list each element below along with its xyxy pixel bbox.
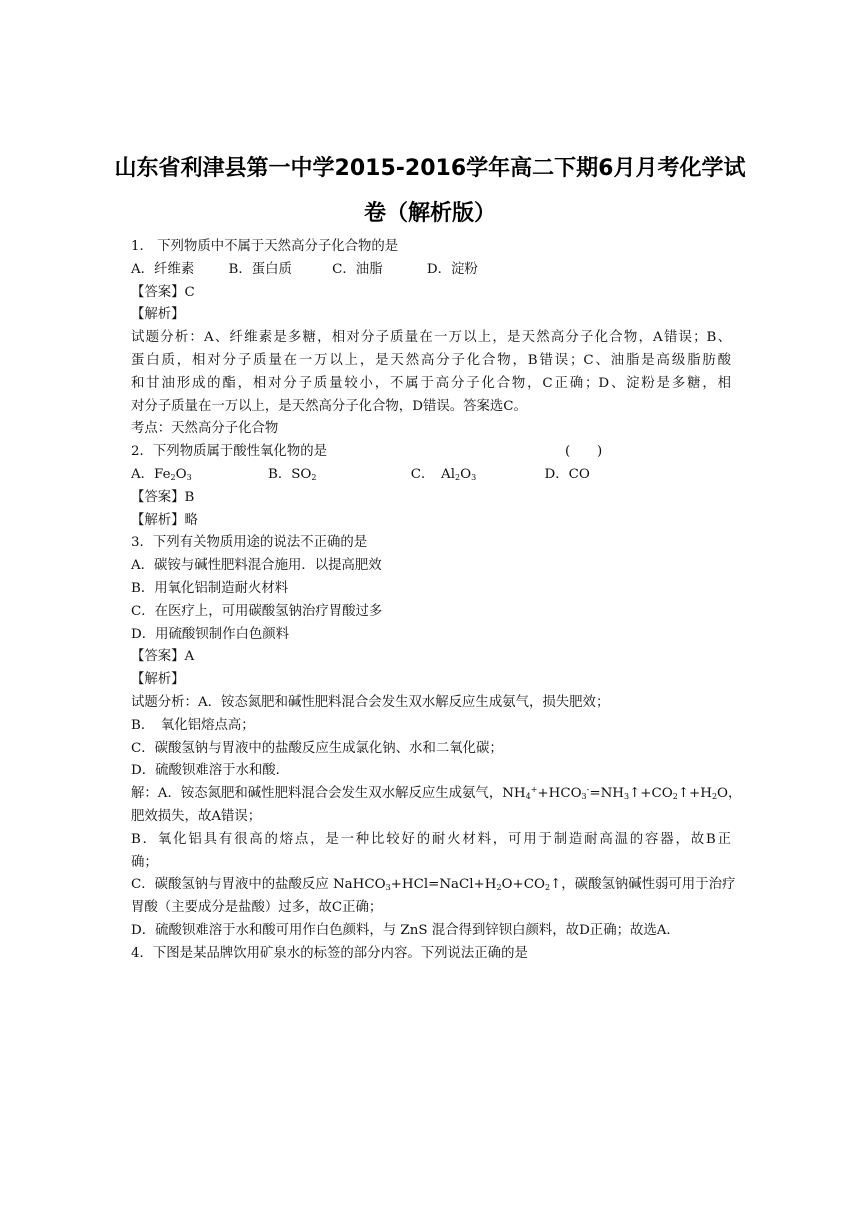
q1-answer: 【答案】C <box>131 284 195 300</box>
q2-answer: 【答案】B <box>131 489 195 505</box>
q1-option-d: D．淀粉 <box>426 261 478 277</box>
q4-question: 4．下图是某品牌饮用矿泉水的标签的部分内容。下列说法正确的是 <box>131 945 528 961</box>
q3-solution-c-cont: 胃酸（主要成分是盐酸）过多，故C正确； <box>131 900 383 916</box>
page-title-line-1: 山东省利津县第一中学2015-2016学年高二下期6月月考化学试 <box>114 156 746 181</box>
q1-analysis-label: 【解析】 <box>131 307 185 323</box>
q3-solution-d: D．硫酸钡难溶于水和酸可用作白色颜料，与 ZnS 混合得到锌钡白颜料，故D正确；故选A． <box>131 922 680 938</box>
q3-solution-a-cont: 肥效损失，故A错误； <box>131 808 262 824</box>
q3-answer: 【答案】A <box>131 649 195 665</box>
q1-option-c: C．油脂 <box>332 261 383 277</box>
q2-option-c: C． $Al_2O_3$ <box>410 466 477 482</box>
q1-analysis-line: 蛋白质，相对分子质量在一万以上，是天然高分子化合物，B错误；C、油脂是高级脂肪酸 <box>131 352 731 368</box>
q2-analysis: 【解析】略 <box>131 512 198 528</box>
q1-option-a: A．纤维素 <box>131 261 195 277</box>
q2-question-row <box>131 441 731 464</box>
q1-question: 1． 下列物质中不属于天然高分子化合物的是 <box>131 239 399 254</box>
page-title-line-2: 卷（解析版） <box>363 201 496 226</box>
q3-solution-b-cont: 确； <box>131 854 158 870</box>
q2-option-a: A．$Fe_2O_3$ <box>131 466 192 482</box>
q3-analysis-line: 试题分析：A．铵态氮肥和碱性肥料混合会发生双水解反应生成氨气，损失肥效； <box>131 694 610 710</box>
q1-analysis-line: 和甘油形成的酯，相对分子质量较小，不属于高分子化合物，C正确；D、淀粉是多糖，相 <box>131 375 731 391</box>
q2-options <box>131 464 731 487</box>
q3-solution-c: C．碳酸氢钠与胃液中的盐酸反应 $NaHCO_3+HCl=NaCl+H_2O+CO_2↑$，碳酸氢钠碱性弱可用于治疗 <box>131 877 736 893</box>
q1-analysis-line: 对分子质量在一万以上，是天然高分子化合物，D错误。答案选C。 <box>131 398 527 414</box>
q1-kaodian: 考点：天然高分子化合物 <box>131 421 279 437</box>
q1-analysis-line: 试题分析：A、纤维素是多糖，相对分子质量在一万以上，是天然高分子化合物，A错误；B、 <box>131 330 731 346</box>
q3-analysis-label: 【解析】 <box>131 672 185 688</box>
q2-option-d: D．CO <box>544 466 590 482</box>
q3-solution-a: 解：A．铵态氮肥和碱性肥料混合会发生双水解反应生成氨气，$NH_4^++HCO_3^-=NH_3↑+CO_2↑+H_2O$， <box>131 785 742 802</box>
q2-option-b: B．$SO_2$ <box>267 466 317 482</box>
q3-solution-b: B．氧化铝具有很高的熔点，是一种比较好的耐火材料，可用于制造耐高温的容器，故B正 <box>131 831 731 847</box>
q2-answer-bracket: ( ) <box>565 444 603 460</box>
q1-option-b: B．蛋白质 <box>228 261 292 277</box>
q3-option-b: B．用氧化铝制造耐火材料 <box>131 580 289 596</box>
document-body <box>131 236 742 966</box>
q3-analysis-line: C．碳酸氢钠与胃液中的盐酸反应生成氯化钠、水和二氧化碳； <box>131 740 503 756</box>
q3-analysis-line: B． 氧化铝熔点高； <box>131 717 255 733</box>
q3-question: 3．下列有关物质用途的说法不正确的是 <box>131 535 368 551</box>
q3-option-c: C．在医疗上，可用碳酸氢钠治疗胃酸过多 <box>131 603 383 619</box>
q2-question: 2．下列物质属于酸性氧化物的是 <box>131 444 327 460</box>
q3-analysis-line: D．硫酸钡难溶于水和酸． <box>131 763 290 779</box>
q1-options <box>131 259 731 282</box>
q3-option-a: A．碳铵与碱性肥料混合施用．以提高肥效 <box>131 558 382 574</box>
q3-option-d: D．用硫酸钡制作白色颜料 <box>131 626 290 642</box>
